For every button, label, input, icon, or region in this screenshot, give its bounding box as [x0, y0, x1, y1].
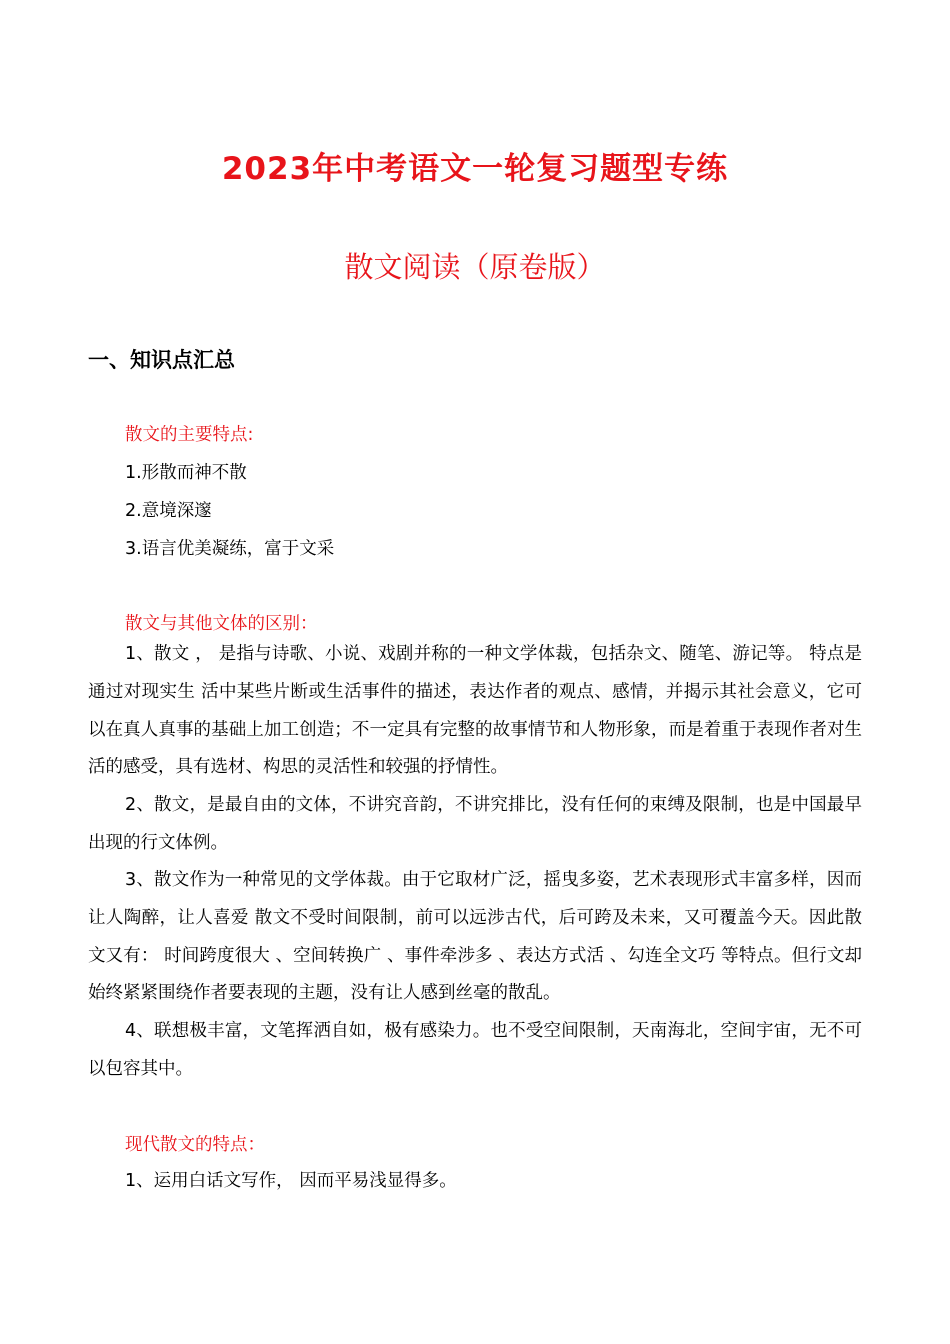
feature-item: 2.意境深邃 — [125, 501, 212, 521]
document-subtitle: 散文阅读（原卷版） — [344, 250, 606, 284]
difference-paragraph: 3、散文作为一种常见的文学体裁。由于它取材广泛，摇曳多姿，艺术表现形式丰富多样，因而让人陶醉，让人喜爱 散文不受时间限制，前可以远涉古代，后可跨及未来，又可覆盖今天。因此散文又有： 时间跨度很大 、空间转换广 、事件牵涉多 、表达方式活 、勾连全文巧 等特点。但行文却始终紧紧围绕作者要表现的主题，没有让人感到丝毫的散乱。 — [88, 870, 862, 1004]
modern-item: 1、运用白话文写作， 因而平易浅显得多。 — [125, 1171, 457, 1191]
difference-paragraph: 4、联想极丰富，文笔挥洒自如，极有感染力。也不受空间限制，天南海北，空间宇宙，无不可以包容其中。 — [88, 1021, 862, 1079]
document-title: 2023年中考语文一轮复习题型专练 — [221, 151, 729, 187]
feature-item: 1.形散而神不散 — [125, 463, 247, 483]
features-heading: 散文的主要特点: — [125, 425, 254, 445]
feature-item: 3.语言优美凝练，富于文采 — [125, 539, 335, 559]
difference-paragraph: 2、散文，是最自由的文体，不讲究音韵，不讲究排比，没有任何的束缚及限制，也是中国最早出现的行文体例。 — [88, 795, 862, 853]
difference-paragraph: 1、散文 ， 是指与诗歌、小说、戏剧并称的一种文学体裁，包括杂文、随笔、游记等。 特点是通过对现实生 活中某些片断或生活事件的描述，表达作者的观点、感情，并揭示其社会意义，它可以在真人真事的基础上加工创造；不一定具有完整的故事情节和人物形象，而是着重于表现作者对生活的感受，具有选材、构思的灵活性和较强的抒情性。 — [88, 644, 862, 778]
modern-heading: 现代散文的特点： — [125, 1135, 265, 1155]
section-heading: 一、知识点汇总 — [88, 348, 235, 372]
difference-heading: 散文与其他文体的区别： — [125, 614, 318, 634]
